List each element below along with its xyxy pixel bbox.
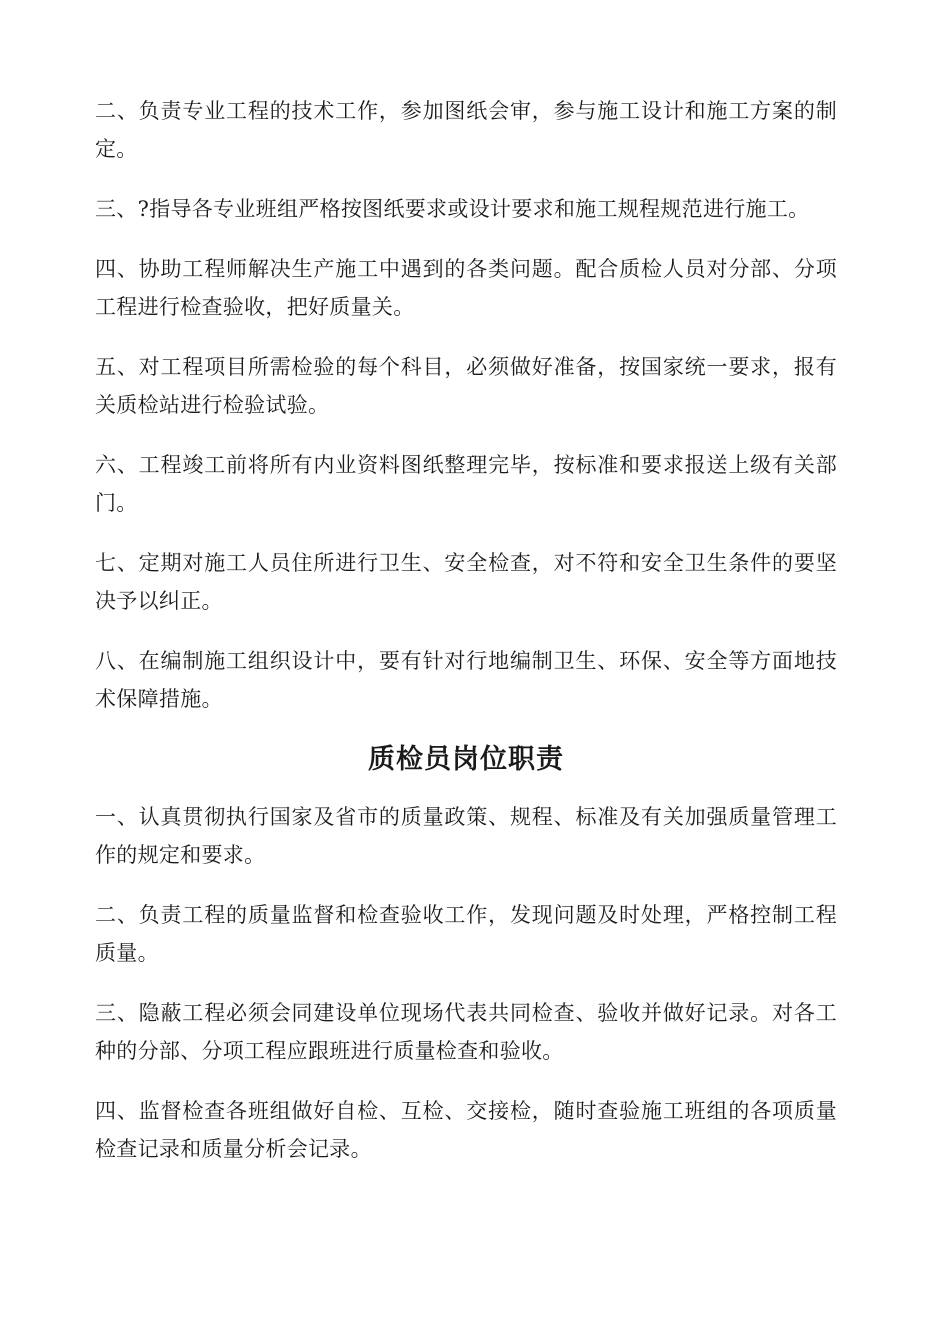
paragraph-s1-2: 二、负责专业工程的技术工作，参加图纸会审，参与施工设计和施工方案的制定。 bbox=[95, 99, 837, 161]
section-heading: 质检员岗位职责 bbox=[368, 744, 564, 775]
paragraph-s2-3: 三、隐蔽工程必须会同建设单位现场代表共同检查、验收并做好记录。对各工种的分部、分项工程应跟班进行质量检查和验收。 bbox=[95, 1001, 837, 1063]
paragraph-s1-5: 五、对工程项目所需检验的每个科目，必须做好准备，按国家统一要求，报有关质检站进行检验试验。 bbox=[95, 355, 837, 417]
document-page bbox=[95, 92, 837, 1190]
paragraph-s2-4: 四、监督检查各班组做好自检、互检、交接检，随时查验施工班组的各项质量检查记录和质量分析会记录。 bbox=[95, 1099, 837, 1161]
paragraph-s1-4: 四、协助工程师解决生产施工中遇到的各类问题。配合质检人员对分部、分项工程进行检查验收，把好质量关。 bbox=[95, 257, 837, 319]
paragraph-s2-2: 二、负责工程的质量监督和检查验收工作，发现问题及时处理，严格控制工程质量。 bbox=[95, 903, 837, 965]
paragraph-s2-1: 一、认真贯彻执行国家及省市的质量政策、规程、标准及有关加强质量管理工作的规定和要求。 bbox=[95, 805, 837, 867]
paragraph-s1-3: 三、?指导各专业班组严格按图纸要求或设计要求和施工规程规范进行施工。 bbox=[95, 197, 810, 221]
paragraph-s1-6: 六、工程竣工前将所有内业资料图纸整理完毕，按标准和要求报送上级有关部门。 bbox=[95, 453, 837, 515]
paragraph-s1-7: 七、定期对施工人员住所进行卫生、安全检查，对不符和安全卫生条件的要坚决予以纠正。 bbox=[95, 551, 837, 613]
paragraph-s1-8: 八、在编制施工组织设计中，要有针对行地编制卫生、环保、安全等方面地技术保障措施。 bbox=[95, 649, 837, 711]
